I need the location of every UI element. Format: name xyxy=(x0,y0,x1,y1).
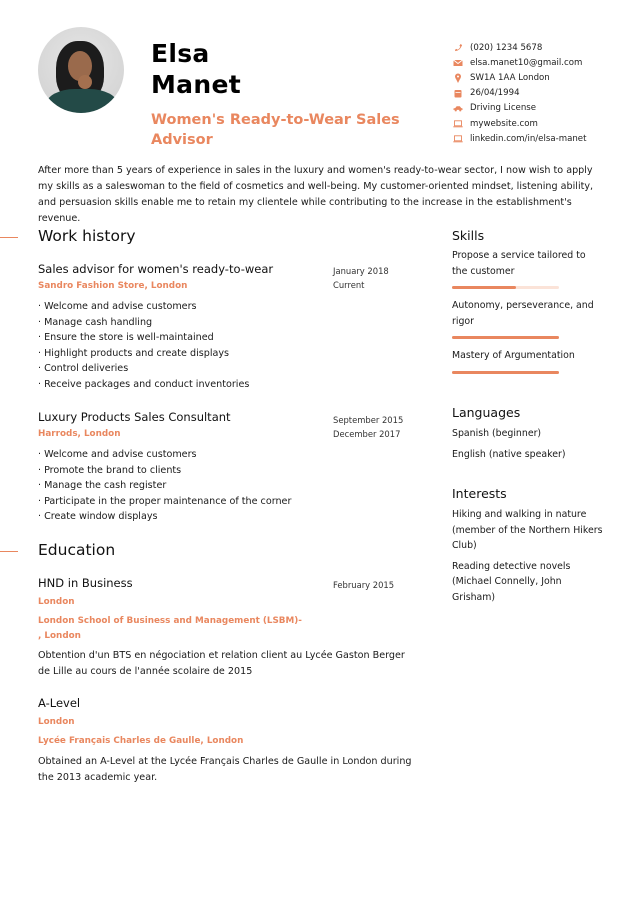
education-description: Obtained an A-Level at the Lycée Français Charles de Gaulle in London during the 2013 academic year. xyxy=(38,756,412,783)
languages-section xyxy=(452,405,612,462)
school-suffix: , London xyxy=(38,631,81,641)
task-item: · Receive packages and conduct inventories xyxy=(38,379,418,395)
contact-email xyxy=(453,55,586,70)
job-title: Women's Ready-to-Wear Sales Advisor xyxy=(151,112,400,148)
contact-text[interactable]: linkedin.com/in/elsa-manet xyxy=(470,133,587,144)
skill-name: Autonomy, perseverance, and rigor xyxy=(452,300,594,327)
car-icon xyxy=(453,104,463,113)
contact-list xyxy=(453,40,586,146)
job-company: Sandro Fashion Store, London xyxy=(38,281,188,291)
contact-phone xyxy=(453,40,586,55)
laptop-icon xyxy=(453,119,463,128)
task-item: · Welcome and advise customers xyxy=(38,301,418,317)
skill-level-fill xyxy=(452,371,559,374)
contact-text: 26/04/1994 xyxy=(470,88,520,99)
skill-level-bar xyxy=(452,336,559,339)
job-dates xyxy=(333,413,403,441)
school-name: Lycée Français Charles de Gaulle, London xyxy=(38,736,244,746)
interests-title: Interests xyxy=(452,486,507,501)
contact-website xyxy=(453,116,586,131)
school-name: London School of Business and Management (LSBM)- xyxy=(38,616,302,626)
job-role: Sales advisor for women's ready-to-wear xyxy=(38,262,274,276)
task-item: · Ensure the store is well-maintained xyxy=(38,332,418,348)
skills-title: Skills xyxy=(452,228,485,243)
contact-address xyxy=(453,70,586,85)
task-item: · Control deliveries xyxy=(38,363,418,379)
laptop-icon xyxy=(453,134,463,143)
skill-name: Propose a service tailored to the customer xyxy=(452,250,586,277)
job-dates xyxy=(333,264,389,292)
skill-level-bar xyxy=(452,286,559,289)
contact-text[interactable]: elsa.manet10@gmail.com xyxy=(470,57,583,68)
degree: HND in Business xyxy=(38,576,133,590)
task-item: · Manage cash handling xyxy=(38,317,418,333)
job-start-date: September 2015 xyxy=(333,415,404,425)
job-tasks xyxy=(38,449,418,527)
education-date: February 2015 xyxy=(333,580,395,590)
contact-text: Driving License xyxy=(470,103,537,114)
job-tasks xyxy=(38,301,418,394)
contact-text[interactable]: mywebsite.com xyxy=(470,118,538,129)
location-pin-icon xyxy=(453,73,463,82)
education-entry xyxy=(38,696,418,786)
job-end-date: December 2017 xyxy=(333,429,401,439)
job-company: Harrods, London xyxy=(38,429,121,439)
skill-name: Mastery of Argumentation xyxy=(452,350,575,361)
skill-level-fill xyxy=(452,286,516,289)
language-item: Spanish (beginner) xyxy=(452,428,542,439)
skill-level-fill xyxy=(452,336,559,339)
section-rule xyxy=(0,237,18,238)
candidate-name xyxy=(151,38,241,100)
first-name: Elsa xyxy=(151,39,210,68)
interests-section xyxy=(452,486,612,605)
task-item: · Promote the brand to clients xyxy=(38,465,418,481)
education-title: Education xyxy=(38,541,116,559)
skills-section xyxy=(452,228,612,383)
email-icon xyxy=(453,58,463,67)
task-item: · Welcome and advise customers xyxy=(38,449,418,465)
contact-license xyxy=(453,101,586,116)
interest-item: Hiking and walking in nature (member of the Northern Hikers Club) xyxy=(452,509,603,551)
interest-item: Reading detective novels (Michael Connelly, John Grisham) xyxy=(452,560,571,603)
contact-birthdate xyxy=(453,86,586,101)
last-name: Manet xyxy=(151,70,241,99)
contact-linkedin xyxy=(453,131,586,146)
phone-icon xyxy=(453,43,463,52)
work-history-title: Work history xyxy=(38,227,136,245)
education-location: London xyxy=(38,597,75,607)
job-role: Luxury Products Sales Consultant xyxy=(38,410,231,424)
task-item: · Create window displays xyxy=(38,511,418,527)
section-rule xyxy=(0,551,18,552)
job-end-date: Current xyxy=(333,280,365,290)
contact-text: SW1A 1AA London xyxy=(470,72,550,83)
languages-title: Languages xyxy=(452,405,521,420)
skill-level-bar xyxy=(452,371,559,374)
education-description: Obtention d'un BTS en négociation et relation client au Lycée Gaston Berger de Lille au cours de l'année scolaire de 2015 xyxy=(38,650,405,677)
task-item: · Manage the cash register xyxy=(38,480,418,496)
education-entry xyxy=(38,576,418,680)
degree: A-Level xyxy=(38,696,81,710)
job-start-date: January 2018 xyxy=(333,266,389,276)
profile-photo xyxy=(38,27,124,113)
calendar-icon xyxy=(453,89,463,98)
contact-text[interactable]: (020) 1234 5678 xyxy=(470,42,543,53)
task-item: · Highlight products and create displays xyxy=(38,348,418,364)
education-location: London xyxy=(38,717,75,727)
language-item: English (native speaker) xyxy=(452,448,566,460)
task-item: · Participate in the proper maintenance of the corner xyxy=(38,496,418,512)
profile-summary: After more than 5 years of experience in sales in the luxury and women's ready-to-wear sector, I now wish to apply my skills as a saleswoman to the field of cosmetics and well-being. My customer-oriented mindset, listening ability, and persuasion skills enable me to retain my clientele while contributing to the increase in the establishment's revenue. xyxy=(38,165,594,224)
